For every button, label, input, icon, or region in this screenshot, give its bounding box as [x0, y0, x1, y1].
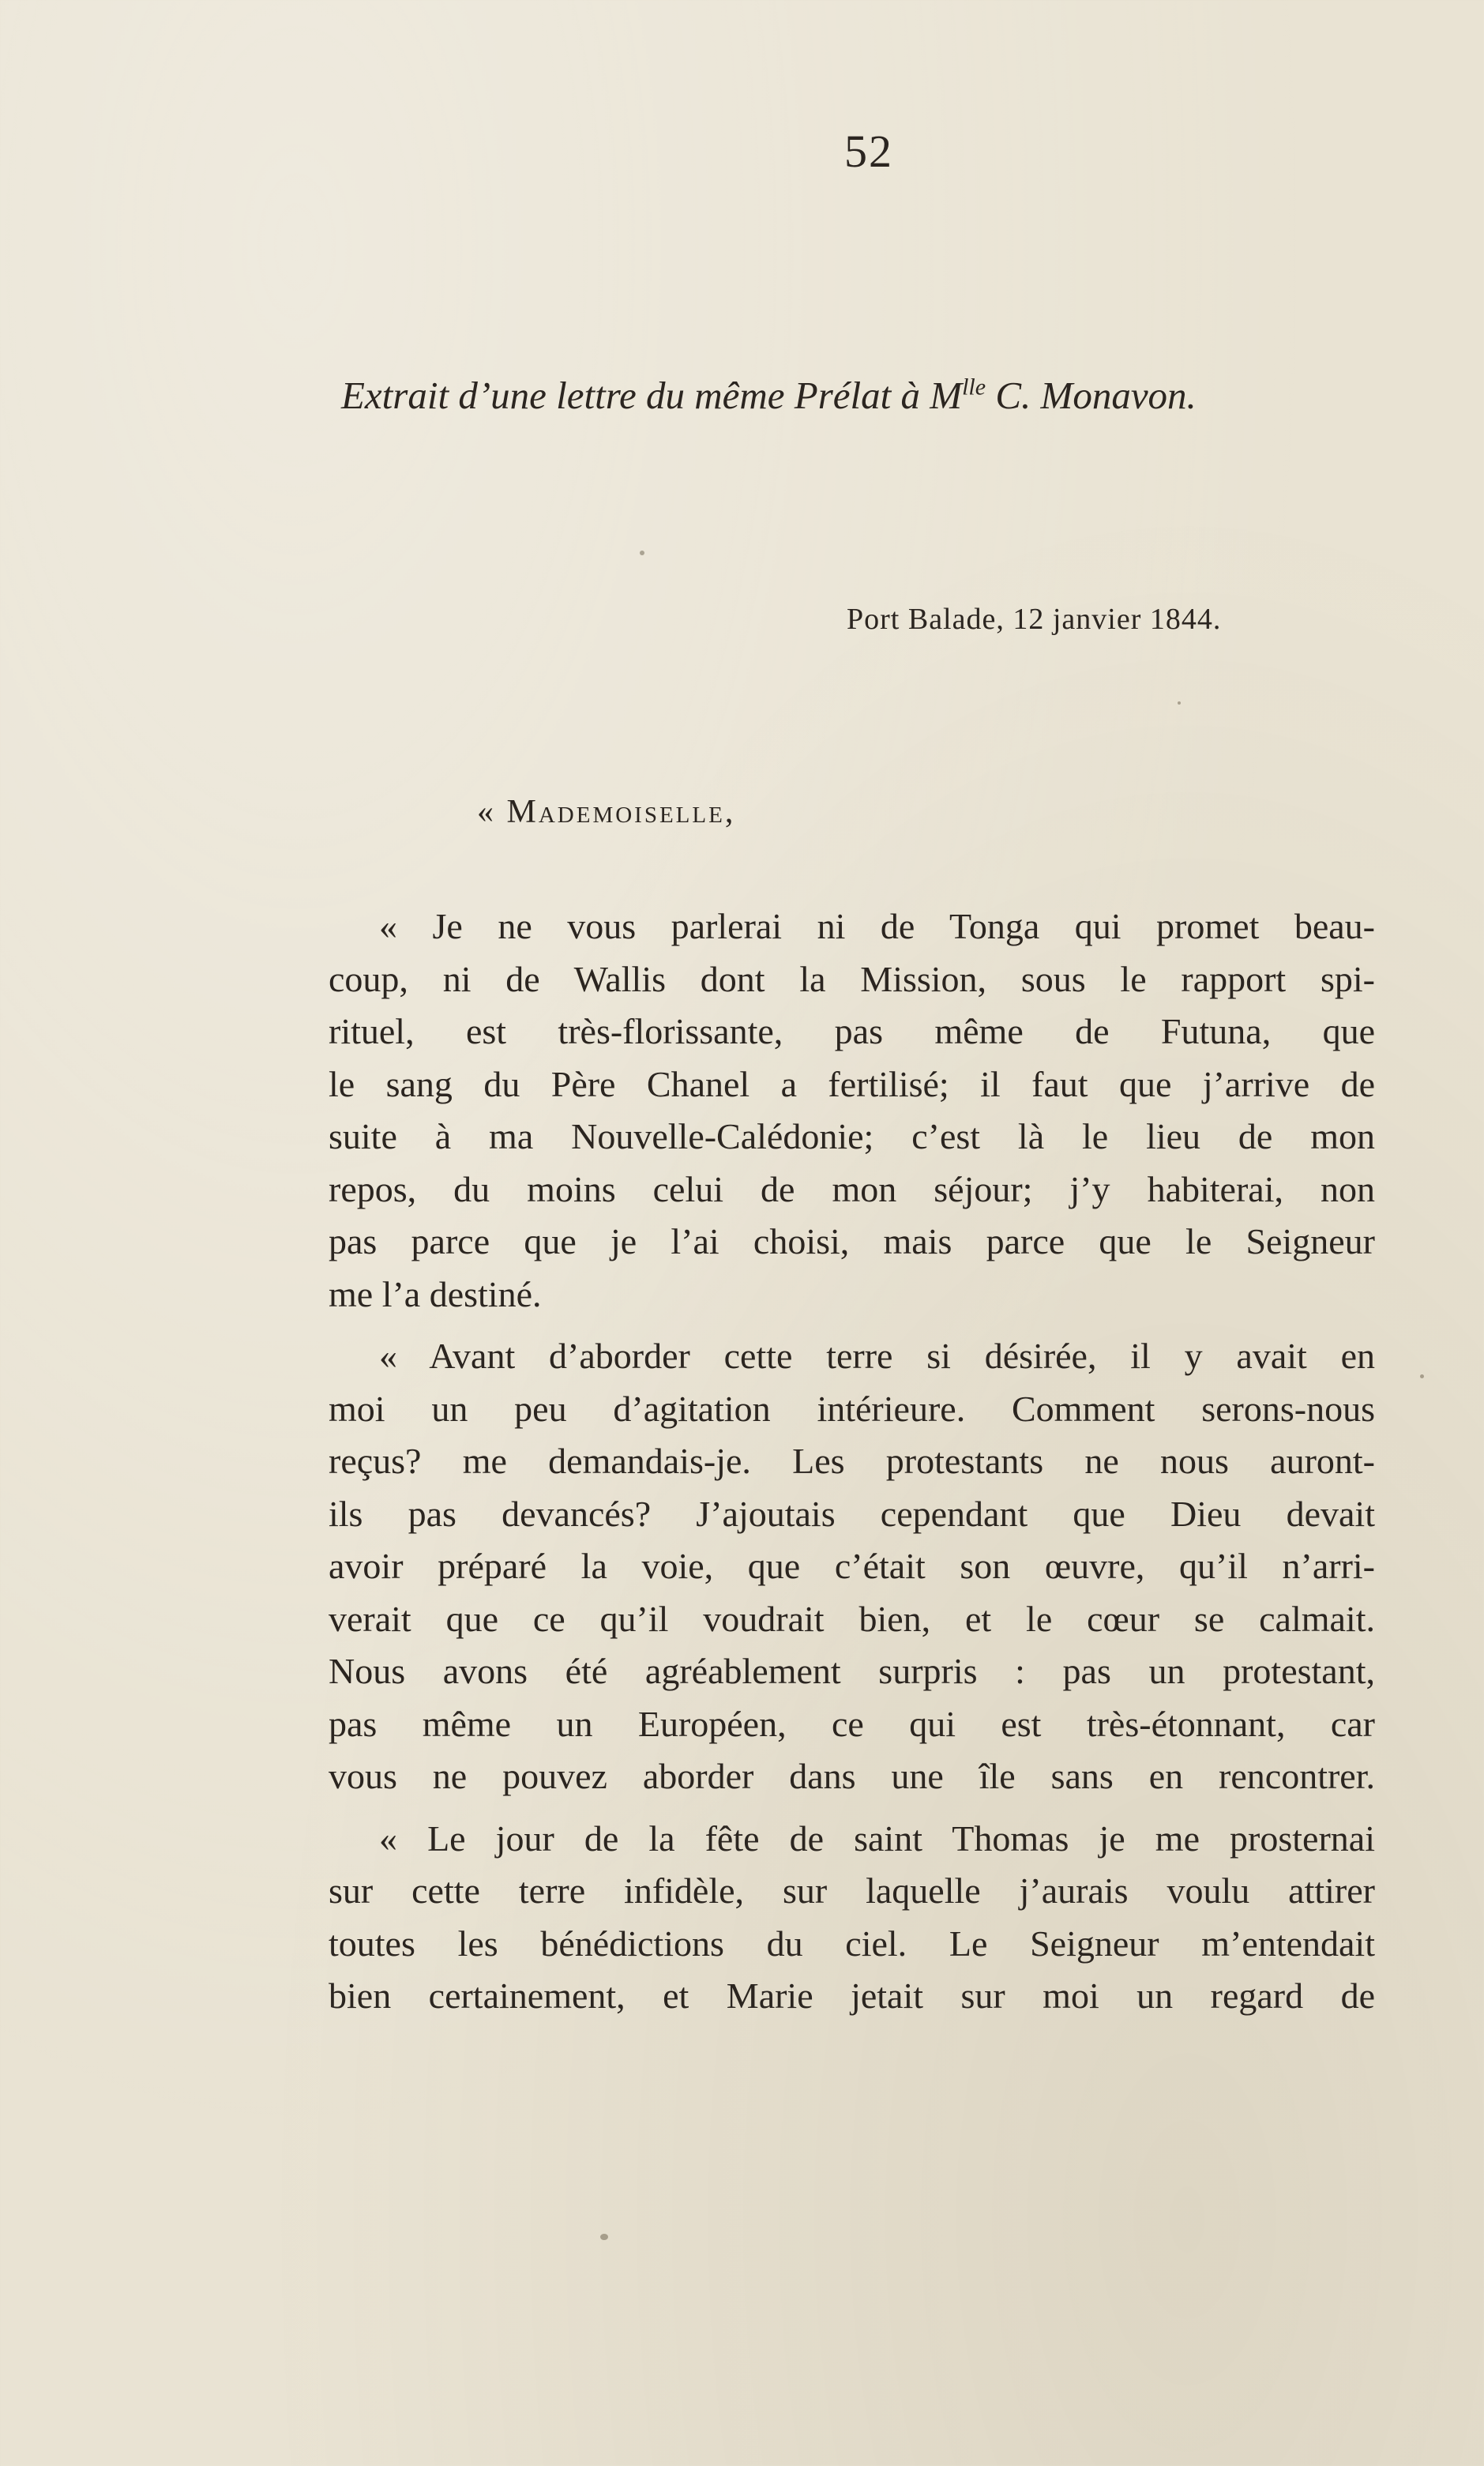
paragraph-1 [329, 900, 1375, 1321]
text-line: toutes les bénédictions du ciel. Le Seigneur m’entendait [329, 1923, 1375, 1964]
paragraph-2 [329, 1330, 1375, 1803]
letter-body [329, 900, 1375, 2023]
text-line: vous ne pouvez aborder dans une île sans en rencontrer. [329, 1756, 1375, 1796]
heading-superscript: lle [962, 374, 986, 400]
text-line: suite à ma Nouvelle-Calédonie; c’est là le lieu de mon [329, 1116, 1375, 1156]
text-line: le sang du Père Chanel a fertilisé; il faut que j’arrive de [329, 1063, 1375, 1104]
text-line: « Le jour de la fête de saint Thomas je me prosternai [379, 1818, 1375, 1859]
text-line: rituel, est très-florissante, pas même de Futuna, que [329, 1011, 1375, 1051]
text-line: sur cette terre infidèle, sur laquelle j’aurais voulu attirer [329, 1870, 1375, 1911]
text-line: moi un peu d’agitation intérieure. Comment serons-nous [329, 1388, 1375, 1429]
text-line: reçus? me demandais-je. Les protestants ne nous auront- [329, 1441, 1375, 1481]
text-line: pas parce que je l’ai choisi, mais parce que le Seigneur [329, 1221, 1375, 1261]
text-line: me l’a destiné. [329, 1273, 542, 1314]
letter-heading [341, 373, 1197, 418]
paper-speck [600, 2234, 608, 2240]
paragraph-3 [329, 1813, 1375, 2023]
text-line: « Je ne vous parlerai ni de Tonga qui promet beau- [379, 906, 1375, 946]
heading-text: Extrait d’une lettre du même Prélat à M [341, 374, 963, 417]
paper-speck [1178, 701, 1181, 705]
heading-text-after: C. Monavon. [986, 374, 1197, 417]
salutation: « Mademoiselle, [477, 794, 736, 830]
text-line: Nous avons été agréablement surpris : pas un protestant, [329, 1651, 1375, 1691]
text-line: ils pas devancés? J’ajoutais cependant que Dieu devait [329, 1493, 1375, 1534]
page-number: 52 [844, 126, 893, 177]
text-line: verait que ce qu’il voudrait bien, et le cœur se calmait. [329, 1598, 1375, 1639]
text-line: bien certainement, et Marie jetait sur moi un regard de [329, 1975, 1375, 2016]
text-line: pas même un Européen, ce qui est très-étonnant, car [329, 1703, 1375, 1744]
text-line: avoir préparé la voie, que c’était son œuvre, qu’il n’arri- [329, 1546, 1375, 1586]
text-line: « Avant d’aborder cette terre si désirée, il y avait en [379, 1336, 1375, 1376]
dateline: Port Balade, 12 janvier 1844. [847, 603, 1222, 636]
text-line: coup, ni de Wallis dont la Mission, sous le rapport spi- [329, 958, 1375, 999]
text-line: repos, du moins celui de mon séjour; j’y habiterai, non [329, 1168, 1375, 1209]
paper-speck [1420, 1374, 1424, 1378]
paper-speck [640, 551, 644, 555]
